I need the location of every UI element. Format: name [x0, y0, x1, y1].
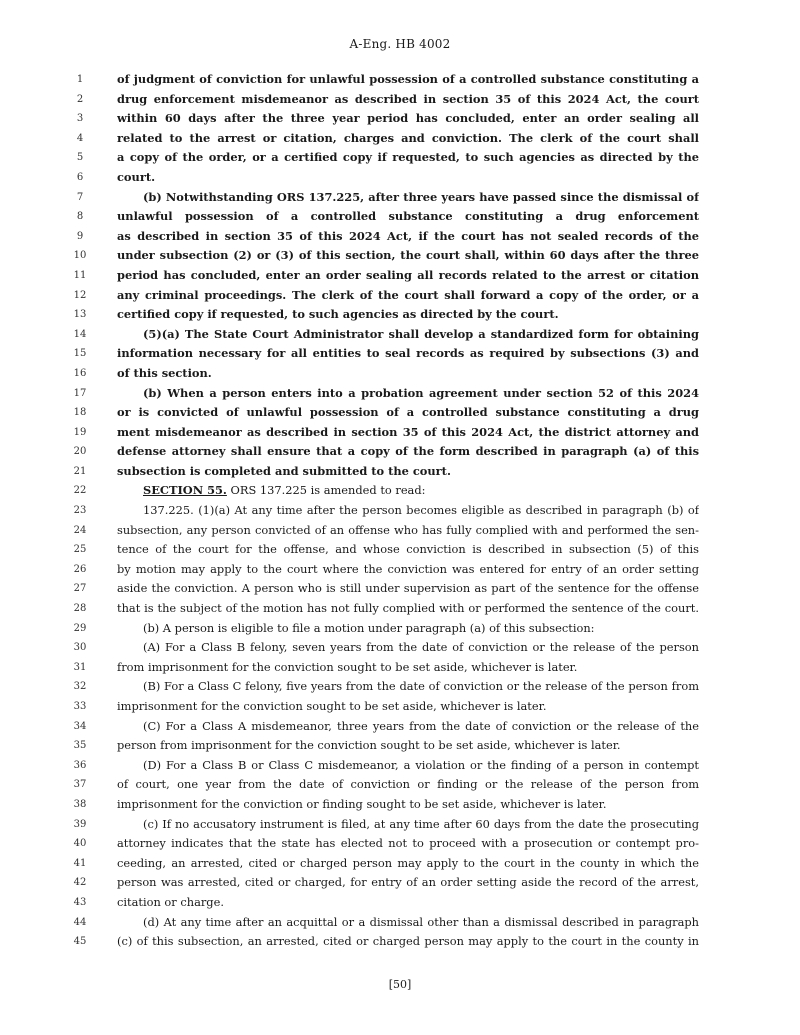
line-number: 2: [76, 93, 84, 105]
line-number: 1: [76, 74, 84, 85]
line-text: (c) If no accusatory instrument is filed, at any time after 60 days from the date the prosecuting: [143, 816, 699, 831]
text-line: [0, 70, 800, 90]
line-number: 19: [73, 426, 87, 438]
text-line: [0, 246, 800, 266]
line-text: court.: [117, 169, 156, 184]
line-text: (c) of this subsection, an arrested, cited or charged person may apply to the court in the county in: [117, 934, 699, 949]
text-line: [0, 109, 800, 129]
line-number: 45: [73, 936, 87, 948]
text-line: [0, 815, 800, 835]
line-number: 9: [76, 230, 84, 242]
line-text: of judgment of conviction for unlawful possession of a controlled substance constituting a: [117, 72, 699, 86]
line-text: as described in section 35 of this 2024 Act, if the court has not sealed records of the: [117, 228, 699, 243]
line-text: person was arrested, cited or charged, for entry of an order setting aside the record of the arrest,: [117, 875, 699, 890]
line-text: a copy of the order, or a certified copy if requested, to such agencies as directed by the: [117, 150, 699, 165]
line-number: 23: [73, 505, 87, 517]
text-line: [0, 462, 800, 482]
line-number: 41: [73, 857, 87, 869]
text-line: [0, 638, 800, 658]
line-number: 6: [76, 171, 84, 183]
line-number: 7: [76, 191, 84, 203]
line-number: 31: [73, 661, 87, 673]
section-heading: SECTION 55.: [143, 483, 227, 498]
bill-text-body: [0, 70, 800, 952]
line-number: 38: [73, 798, 87, 810]
line-text: certified copy if requested, to such agencies as directed by the court.: [117, 307, 559, 322]
line-text: [143, 481, 699, 501]
line-text: from imprisonment for the conviction sought to be set aside, whichever is later.: [117, 659, 578, 674]
line-number: 24: [73, 524, 87, 536]
line-text: of court, one year from the date of conviction or finding or the release of the person from: [117, 777, 699, 792]
text-line: [0, 501, 800, 521]
line-number: 36: [73, 759, 87, 771]
line-number: 3: [76, 113, 84, 125]
line-number: 18: [73, 407, 87, 419]
text-line: [0, 619, 800, 639]
line-text: (D) For a Class B or Class C misdemeanor, a violation or the finding of a person in contempt: [143, 757, 699, 772]
line-number: 30: [73, 642, 87, 654]
line-text: person from imprisonment for the conviction sought to be set aside, whichever is later.: [117, 738, 621, 753]
line-number: 4: [76, 132, 84, 144]
line-text: of this section.: [117, 365, 212, 380]
line-number: 11: [73, 269, 87, 281]
line-text: tence of the court for the offense, and whose conviction is described in subsection (5) of this: [117, 542, 699, 557]
line-number: 16: [73, 367, 87, 379]
line-text: 137.225. (1)(a) At any time after the person becomes eligible as described in paragraph (b) of: [143, 503, 699, 518]
text-line: [0, 344, 800, 364]
line-text: (5)(a) The State Court Administrator shall develop a standardized form for obtaining: [143, 326, 699, 341]
line-text: (b) Notwithstanding ORS 137.225, after three years have passed since the dismissal of: [143, 189, 699, 204]
line-number: 10: [73, 250, 87, 262]
line-number: 29: [73, 622, 87, 634]
line-text: related to the arrest or citation, charges and conviction. The clerk of the court shall: [117, 130, 699, 145]
text-line: [0, 325, 800, 345]
text-line: [0, 364, 800, 384]
text-line: [0, 286, 800, 306]
line-number: 15: [73, 348, 87, 360]
line-number: 25: [73, 544, 87, 556]
text-line: [0, 677, 800, 697]
line-number: 42: [73, 877, 87, 889]
line-text: (d) At any time after an acquittal or a dismissal other than a dismissal described in paragraph: [143, 914, 699, 929]
line-number: 33: [73, 701, 87, 712]
line-number: 39: [73, 818, 87, 830]
text-line: [0, 873, 800, 893]
line-text: that is the subject of the motion has not fully complied with or performed the sentence of the court.: [117, 601, 699, 616]
text-line: [0, 579, 800, 599]
text-line: [0, 481, 800, 501]
text-line: [0, 599, 800, 619]
line-number: 20: [73, 446, 87, 458]
text-line: [0, 893, 800, 913]
line-text: citation or charge.: [117, 894, 224, 909]
text-line: [0, 521, 800, 541]
line-number: 17: [73, 387, 87, 399]
line-text: (C) For a Class A misdemeanor, three years from the date of conviction or the release of the: [143, 718, 699, 733]
document-header: A-Eng. HB 4002: [349, 37, 451, 51]
text-line: [0, 129, 800, 149]
text-line: [0, 423, 800, 443]
line-number: 27: [73, 583, 87, 595]
line-number: 35: [73, 740, 87, 752]
text-line: [0, 442, 800, 462]
line-number: 13: [73, 309, 87, 321]
line-text: unlawful possession of a controlled substance constituting a drug enforcement: [117, 209, 699, 224]
line-text: period has concluded, enter an order sealing all records related to the arrest or citation: [117, 267, 699, 282]
text-line: [0, 540, 800, 560]
line-text: imprisonment for the conviction sought to be set aside, whichever is later.: [117, 699, 547, 713]
line-number: 32: [73, 681, 87, 693]
line-text: any criminal proceedings. The clerk of the court shall forward a copy of the order, or a: [117, 287, 699, 302]
line-text: (b) A person is eligible to file a motion under paragraph (a) of this subsection:: [143, 620, 595, 635]
line-text: ceeding, an arrested, cited or charged person may apply to the court in the county in which the: [117, 855, 699, 870]
text-line: [0, 736, 800, 756]
line-number: 12: [73, 289, 87, 301]
text-line: [0, 658, 800, 678]
line-text: drug enforcement misdemeanor as described in section 35 of this 2024 Act, the court: [117, 91, 699, 106]
line-number: 40: [73, 838, 87, 850]
section-heading-text: ORS 137.225 is amended to read:: [226, 483, 426, 498]
line-text: ment misdemeanor as described in section 35 of this 2024 Act, the district attorney and: [117, 424, 699, 439]
line-number: 28: [73, 603, 87, 615]
text-line: [0, 834, 800, 854]
line-text: by motion may apply to the court where the conviction was entered for entry of an order setting: [117, 561, 699, 576]
line-number: 44: [73, 916, 87, 928]
line-text: within 60 days after the three year period has concluded, enter an order sealing all: [117, 111, 699, 126]
line-number: 8: [76, 211, 84, 223]
line-text: aside the conviction. A person who is still under supervision as part of the sentence for the offense: [117, 581, 699, 596]
page-number: [50]: [388, 978, 412, 991]
text-line: [0, 305, 800, 325]
text-line: [0, 854, 800, 874]
text-line: [0, 560, 800, 580]
line-text: attorney indicates that the state has elected not to proceed with a prosecution or contempt pro-: [117, 836, 699, 851]
line-number: 37: [73, 779, 87, 791]
line-text: defense attorney shall ensure that a copy of the form described in paragraph (a) of this: [117, 444, 699, 459]
line-number: 5: [76, 152, 84, 164]
line-number: 14: [73, 328, 87, 340]
line-text: or is convicted of unlawful possession of a controlled substance constituting a drug: [117, 405, 699, 420]
text-line: [0, 207, 800, 227]
text-line: [0, 227, 800, 247]
text-line: [0, 932, 800, 952]
text-line: [0, 697, 800, 717]
text-line: [0, 266, 800, 286]
line-text: subsection is completed and submitted to the court.: [117, 463, 451, 478]
line-text: imprisonment for the conviction or finding sought to be set aside, whichever is later.: [117, 796, 607, 811]
text-line: [0, 775, 800, 795]
line-text: (B) For a Class C felony, five years from the date of conviction or the release of the person from: [143, 679, 699, 694]
text-line: [0, 90, 800, 110]
line-number: 34: [73, 720, 87, 732]
line-text: information necessary for all entities to seal records as required by subsections (3) and: [117, 346, 699, 361]
line-text: subsection, any person convicted of an offense who has fully complied with and performed the sen-: [117, 522, 699, 537]
line-number: 22: [73, 485, 87, 497]
text-line: [0, 168, 800, 188]
text-line: [0, 188, 800, 208]
text-line: [0, 384, 800, 404]
line-number: 43: [73, 896, 87, 908]
line-text: under subsection (2) or (3) of this section, the court shall, within 60 days after the three: [117, 248, 699, 263]
text-line: [0, 403, 800, 423]
line-text: (A) For a Class B felony, seven years from the date of conviction or the release of the person: [143, 640, 699, 655]
text-line: [0, 717, 800, 737]
text-line: [0, 756, 800, 776]
line-number: 26: [73, 563, 87, 575]
text-line: [0, 913, 800, 933]
line-number: 21: [73, 465, 87, 477]
line-text: (b) When a person enters into a probation agreement under section 52 of this 2024: [143, 385, 699, 400]
text-line: [0, 148, 800, 168]
text-line: [0, 795, 800, 815]
